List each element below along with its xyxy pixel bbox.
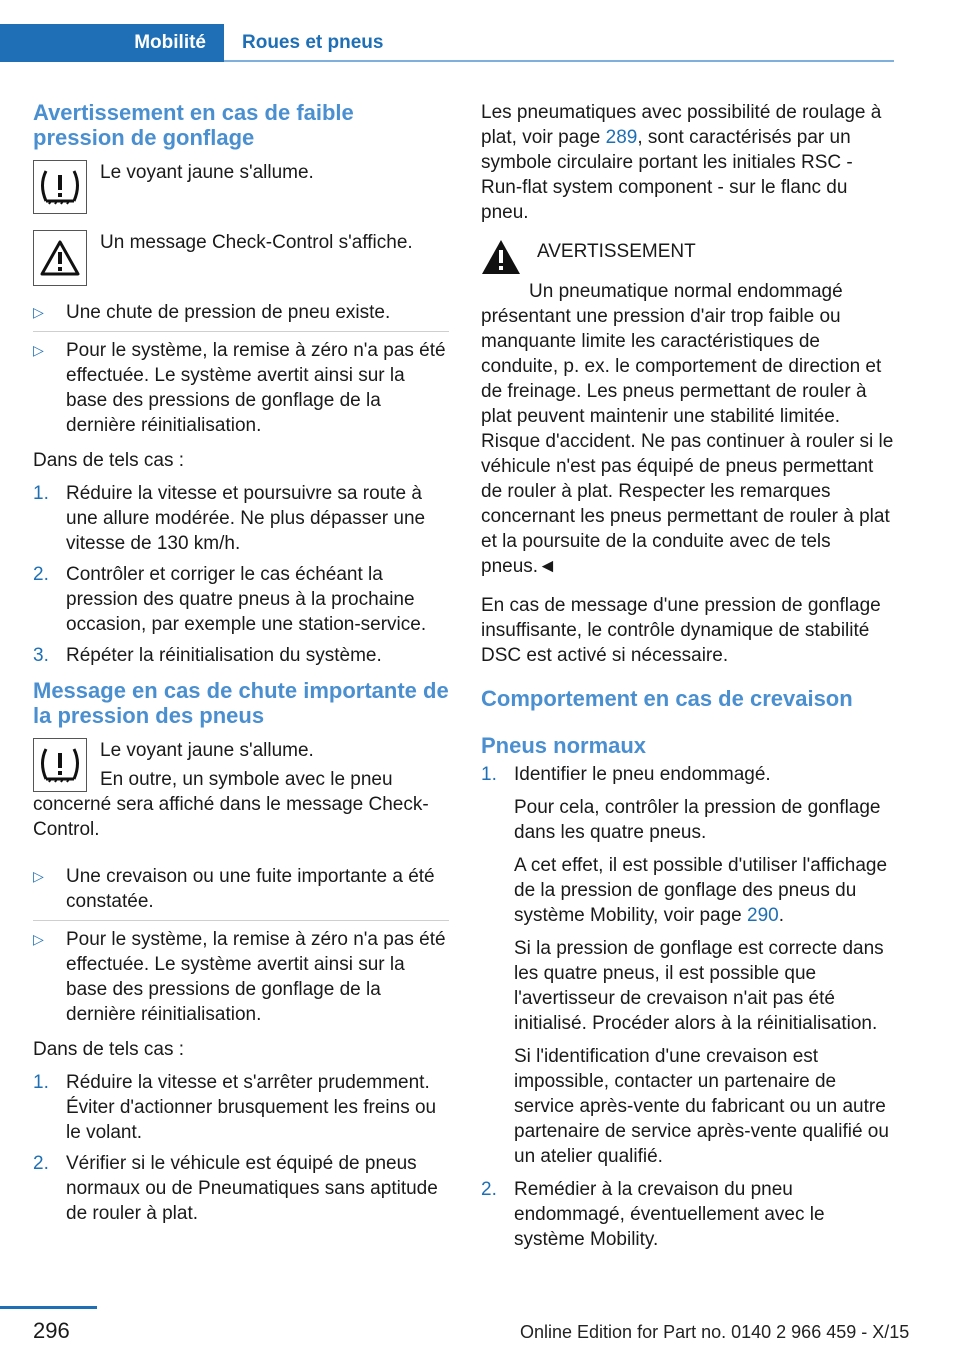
list-item: 1. Identifier le pneu endommagé. Pour cela, contrôler la pression de gonflage dans les quatre pneus. A cet effet, il est possible d'utiliser l'affichage de la pression de gonflage des pneus du système Mobility, voir page 290. Si la pression de gonflage est correcte dans les quatre pneus, il est possible que l'avertisseur de crevaison n'ait pas été initialisé. Procéder alors à la réinitialisation. Si l'identification d'une crevaison est impossible, contacter un partenaire de service après-vente du fabricant ou un autre partenaire de service après-vente qualifié ou un atelier qualifié. [481,762,896,1169]
section-title-puncture: Comportement en cas de crevaison [481,686,853,711]
rsc-paragraph: Les pneumatiques avec possibilité de roulage à plat, voir page 289, sont caractérisés par un symbole circulaire portant les initiales RSC - Run-flat system component - sur le flanc du pneu. [481,102,882,223]
list-item: 2. Vérifier si le véhicule est équipé de pneus normaux ou de Pneumatiques sans aptitude de rouler à plat. [33,1153,438,1224]
step-number: 1. [481,764,497,785]
indicator-row-yellow-light [33,160,449,222]
right-column [481,100,896,1262]
indicator-row-major-drop [33,738,449,842]
page-number: 296 [33,1318,70,1343]
page-link-289[interactable]: 289 [605,127,638,148]
page-header [0,0,960,62]
subsection-title-normal-tires: Pneus normaux [481,733,647,758]
indicator-text: Un message Check-Control s'affiche. [100,232,413,253]
warning-block [481,239,896,279]
step-number: 1. [33,483,49,504]
list-item: 1. Réduire la vitesse et s'arrêter prudemment. Éviter d'actionner brusquement les freins ou le volant. [33,1072,437,1143]
header-divider [224,60,894,62]
step-number: 2. [481,1179,497,1200]
left-column [33,100,449,1236]
indicator-text: Le voyant jaune s'allume. [100,740,314,761]
condition-list [33,864,449,1027]
step-number: 1. [33,1072,49,1093]
step-number: 2. [33,564,49,585]
list-item: ▷ Pour le système, la remise à zéro n'a pas été effectuée. Le système avertit ainsi sur la base des pressions de gonflage de la dernière réinitialisation. [33,929,446,1025]
tire-pressure-warning-icon [33,160,87,214]
step-number: 3. [33,645,49,666]
bullet-marker: ▷ [33,868,44,884]
list-item: 1. Réduire la vitesse et poursuivre sa route à une allure modérée. Ne plus dépasser une vitesse de 130 km/h. [33,483,426,554]
section-title-low-pressure: Avertissement en cas de faible pression de gonflage [33,100,354,150]
tab-roues-et-pneus[interactable]: Roues et pneus [242,32,384,53]
list-item: 2. Remédier à la crevaison du pneu endommagé, éventuellement avec le système Mobility. [481,1179,825,1250]
list-item: 3. Répéter la réinitialisation du système. [33,645,382,666]
list-item: 2. Contrôler et corriger le cas échéant la pression des quatre pneus à la prochaine occasion, par exemple une station-service. [33,564,427,635]
page-link-290[interactable]: 290 [747,905,779,926]
steps-list [33,481,449,668]
indicator-text-extra: En outre, un symbole avec le pneu concerné sera affiché dans le message Check-Control. [33,769,429,840]
cases-label: Dans de tels cas : [33,1039,185,1060]
steps-list [481,762,896,1252]
indicator-row-check-control [33,230,449,292]
dsc-paragraph: En cas de message d'une pression de gonflage insuffisante, le contrôle dynamique de stabilité DSC est activé si nécessaire. [481,595,881,666]
warning-triangle-icon [481,239,521,275]
list-item: ▷ Pour le système, la remise à zéro n'a pas été effectuée. Le système avertit ainsi sur la base des pressions de gonflage de la dernière réinitialisation. [33,340,446,436]
tire-pressure-warning-icon [33,738,87,792]
warning-triangle-icon [33,230,87,286]
cases-label: Dans de tels cas : [33,450,185,471]
edition-note: Online Edition for Part no. 0140 2 966 459 - X/15 [520,1322,910,1342]
tab-mobilite[interactable]: Mobilité [0,24,224,62]
indicator-text: Le voyant jaune s'allume. [100,162,314,183]
bullet-marker: ▷ [33,304,44,320]
bullet-marker: ▷ [33,931,44,947]
steps-list [33,1070,449,1226]
warning-text: Un pneumatique normal endommagé présentant une pression d'air trop faible ou manquante limite les caractéristiques de conduite, p. ex. le comportement de direction et de freinage. Les pneus permettant de rouler à plat peuvent maintenir une stabilité limitée. Risque d'accident. Ne pas continuer à rouler si le véhicule n'est pas équipé de pneus permettant de rouler à plat. Respecter les remarques concernant les pneus permettant de rouler à plat et la poursuite de la conduite avec de tels pneus.◄ [481,281,894,577]
footer-rule [0,1306,97,1309]
list-item: ▷ Une crevaison ou une fuite importante a été constatée. [33,864,449,921]
step-number: 2. [33,1153,49,1174]
list-item: ▷ Une chute de pression de pneu existe. [33,300,449,332]
bullet-marker: ▷ [33,342,44,358]
condition-list [33,300,449,438]
warning-title: AVERTISSEMENT [537,241,696,262]
section-title-major-drop: Message en cas de chute importante de la pression des pneus [33,678,449,728]
mobility-paragraph: A cet effet, il est possible d'utiliser l'affichage de la pression de gonflage des pneus du système Mobility, voir page 290. [514,855,888,926]
